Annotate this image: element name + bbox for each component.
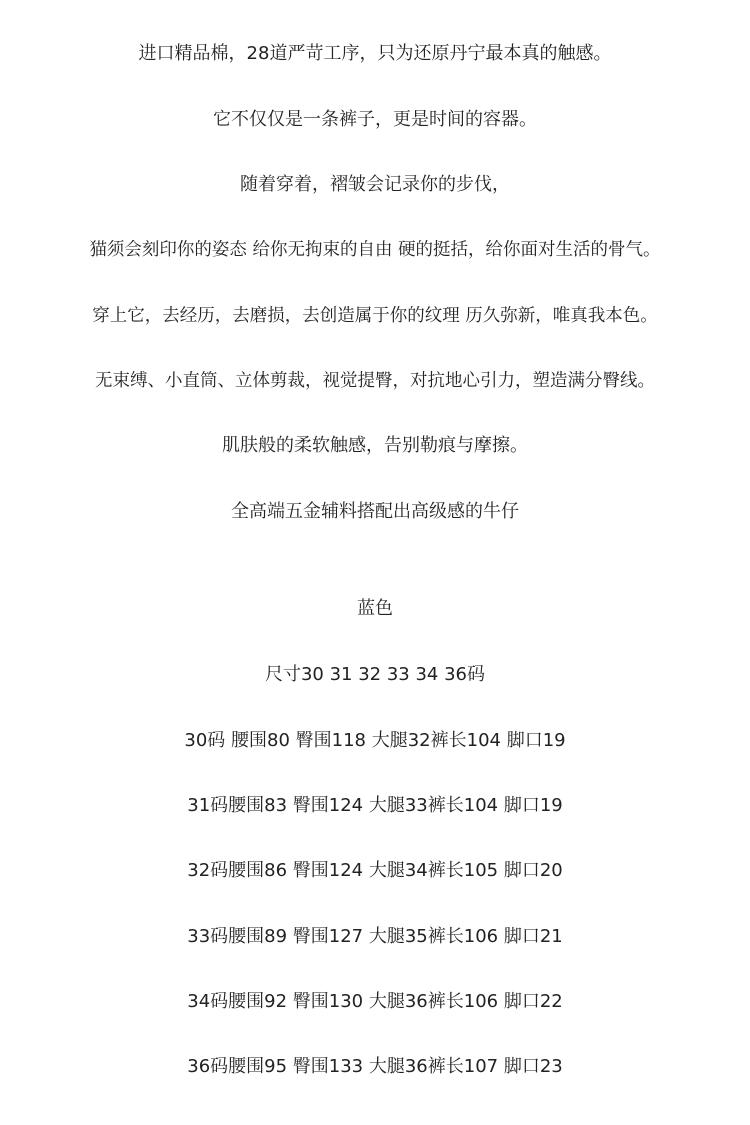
size-row-32: 32码腰围86 臀围124 大腿34裤长105 脚口20 [187,860,563,881]
color-label: 蓝色 [357,598,393,619]
description-line-3: 随着穿着，褶皱会记录你的步伐， [240,174,510,195]
description-line-1: 进口精品棉，28道严苛工序，只为还原丹宁最本真的触感。 [138,43,612,64]
size-row-33: 33码腰围89 臀围127 大腿35裤长106 脚口21 [187,926,563,947]
description-line-6: 无束缚、小直筒、立体剪裁，视觉提臀，对抗地心引力，塑造满分臀线。 [95,371,655,391]
description-line-2: 它不仅仅是一条裤子，更是时间的容器。 [213,109,537,130]
description-line-5: 穿上它，去经历，去磨损，去创造属于你的纹理 历久弥新，唯真我本色。 [92,306,658,326]
size-row-30: 30码 腰围80 臀围118 大腿32裤长104 脚口19 [184,730,566,751]
description-line-8: 全高端五金辅料搭配出高级感的牛仔 [231,501,519,522]
size-row-34: 34码腰围92 臀围130 大腿36裤长106 脚口22 [187,991,563,1012]
size-row-36: 36码腰围95 臀围133 大腿36裤长107 脚口23 [187,1056,563,1077]
description-line-7: 肌肤般的柔软触感，告别勒痕与摩擦。 [222,435,528,456]
sizes-available: 尺寸30 31 32 33 34 36码 [264,664,486,685]
size-row-31: 31码腰围83 臀围124 大腿33裤长104 脚口19 [187,795,563,816]
description-line-4: 猫须会刻印你的姿态 给你无拘束的自由 硬的挺括，给你面对生活的骨气。 [89,240,661,260]
